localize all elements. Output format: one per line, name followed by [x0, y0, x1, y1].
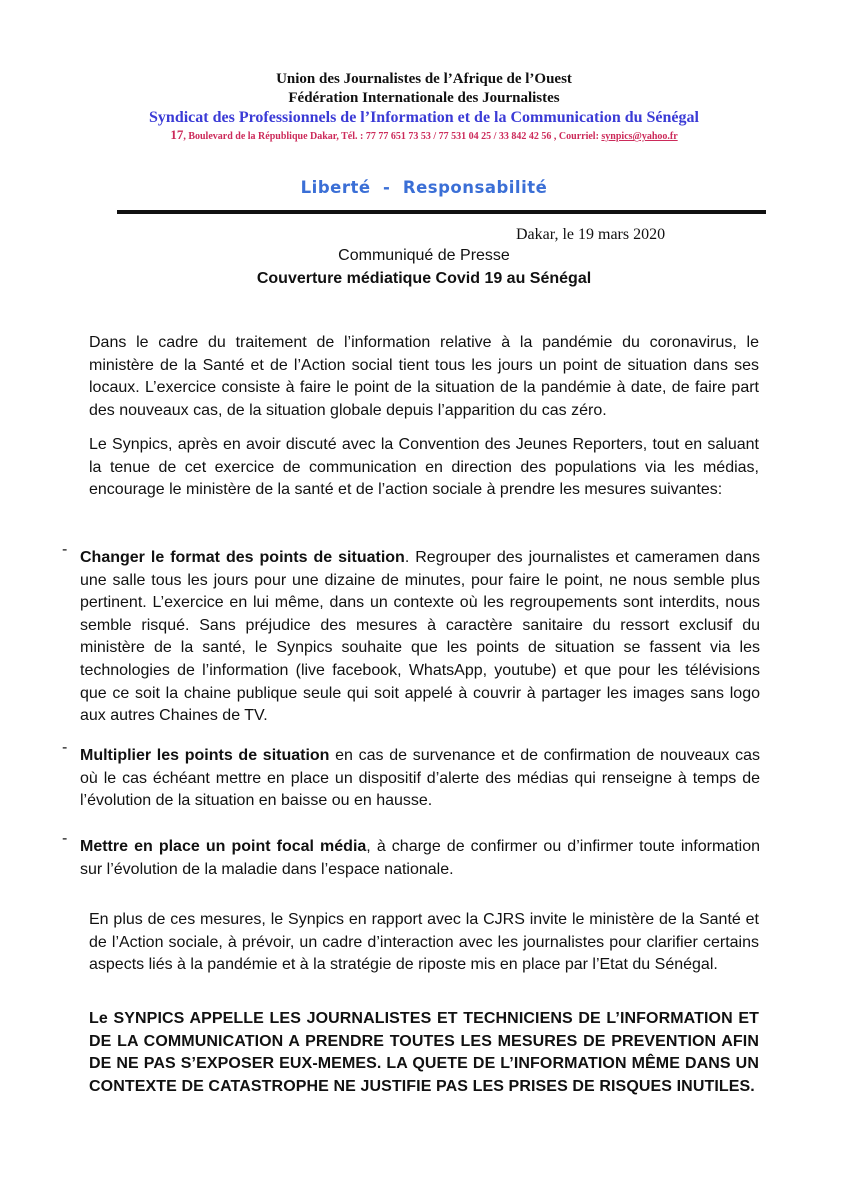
bullet-item-multiply	[80, 745, 760, 813]
letterhead-syndicate: Syndicat des Professionnels de l’Information et de la Communication du Sénégal	[149, 109, 699, 126]
date-line: Dakar, le 19 mars 2020	[516, 226, 666, 243]
document-subtitle: Couverture médiatique Covid 19 au Sénégal	[256, 270, 592, 287]
header-divider	[117, 210, 766, 214]
paragraph-additional: En plus de ces mesures, le Synpics en rapport avec la CJRS invite le ministère de la Santé et de l’Action sociale, à prévoir, un cadre d’interaction avec les journalistes pour clarifier certains aspects liés à la pandémie et à la stratégie de riposte mis en place par l’Etat du Sénégal.	[89, 911, 759, 974]
bullet-heading: Multiplier les points de situation	[80, 747, 330, 764]
motto: Liberté - Responsabilité	[300, 178, 548, 197]
paragraph-synpics: Le Synpics, après en avoir discuté avec la Convention des Jeunes Reporters, tout en saluant la tenue de cet exercice de communication en direction des populations via les médias, encourage le ministère de la santé et de l’action sociale à prendre les mesures suivantes:	[89, 436, 759, 499]
bullet-body: en cas de survenance et de confirmation de nouveaux cas où le cas échéant mettre en place un dispositif d’alerte des médias qui renseigne à temps de l’évolution de la situation en baisse ou en hausse.	[80, 747, 760, 810]
address-number: 17	[170, 127, 184, 142]
letterhead-union: Union des Journalistes de l’Afrique de l’Ouest	[276, 71, 572, 87]
letterhead-federation: Fédération Internationale des Journalistes	[288, 90, 560, 106]
bullet-item-format	[80, 547, 760, 728]
bullet-heading: Mettre en place un point focal média	[80, 838, 367, 855]
bullet-item-focal-point	[80, 836, 760, 881]
bullet-marker: -	[62, 541, 68, 558]
bullet-heading: Changer le format des points de situation	[80, 549, 405, 566]
letterhead	[0, 70, 848, 145]
letterhead-address	[0, 127, 848, 145]
paragraph-appeal: Le SYNPICS APPELLE LES JOURNALISTES ET TECHNICIENS DE L’INFORMATION ET DE LA COMMUNICATION A PRENDRE TOUTES LES MESURES DE PREVENTION AFIN DE NE PAS S’EXPOSER EUX-MEMES. LA QUETE DE L’INFORMATION MÊME DANS UN CONTEXTE DE CATASTROPHE NE JUSTIFIE PAS LES PRISES DE RISQUES INUTILES.	[89, 1010, 759, 1095]
paragraph-intro: Dans le cadre du traitement de l’information relative à la pandémie du coronavirus, le ministère de la Santé et de l’Action social tient tous les jours un point de situation dans ses locaux. L’exercice consiste à faire le point de la situation de la pandémie à date, de faire part des nouveaux cas, de la situation globale depuis l’apparition du cas zéro.	[89, 334, 759, 419]
address-text: , Boulevard de la République Dakar, Tél. : 77 77 651 73 53 / 77 531 04 25 / 33 842 42 56 , Courriel:	[183, 131, 602, 142]
email-link[interactable]: synpics@yahoo.fr	[601, 131, 678, 142]
bullet-marker: -	[62, 830, 68, 847]
bullet-body: . Regrouper des journalistes et cameramen dans une salle tous les jours pour une dizaine de minutes, pour faire le point, ne nous semble plus pertinent. L’exercice en lui même, dans un contexte où les regroupements sont interdits, nous semble risqué. Sans préjudice des mesures à caractère sanitaire du ressort exclusif du ministère de la santé, le Synpics souhaite que les points de situation se fassent via les technologies de l’information (live facebook, WhatsApp, youtube) et que pour les télévisions que ce soit la chaine publique seule qui soit appelé à couvrir à partager les images sans logo aux autres Chaines de TV.	[80, 549, 760, 725]
bullet-marker: -	[62, 739, 68, 756]
bullet-body: , à charge de confirmer ou d’infirmer toute information sur l’évolution de la maladie dans l’espace nationale.	[80, 838, 760, 878]
document-title: Communiqué de Presse	[338, 247, 510, 264]
